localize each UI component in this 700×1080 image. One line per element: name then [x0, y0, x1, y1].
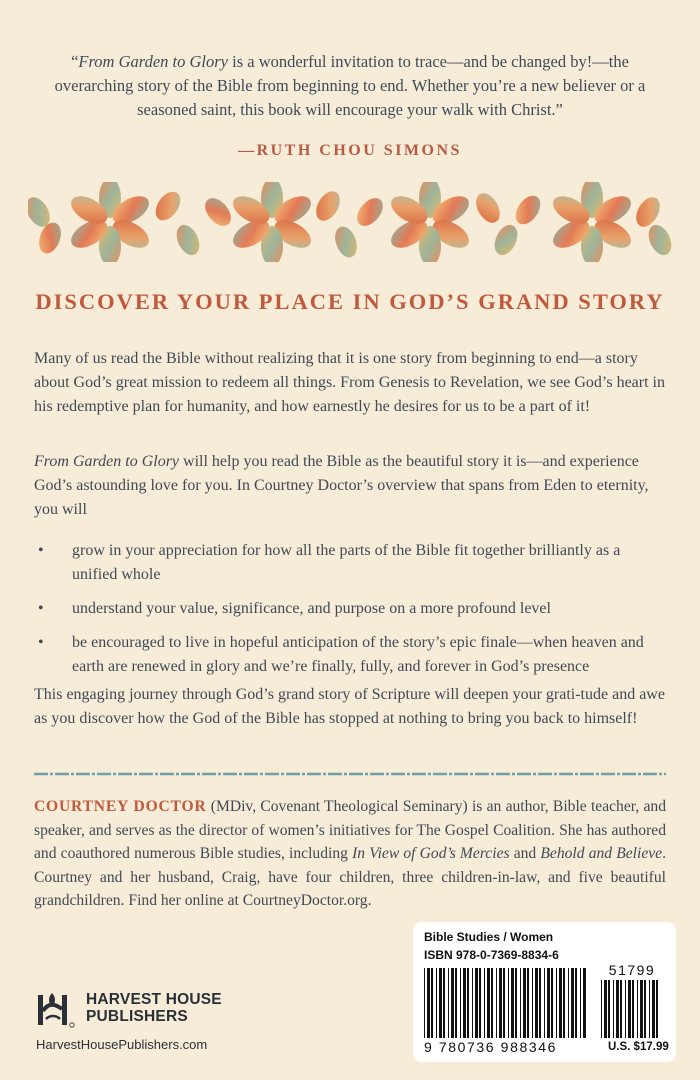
barcode-bar [520, 968, 521, 1038]
barcode-bar [571, 968, 574, 1038]
leaf-shape [172, 221, 204, 258]
endorsement-attribution: —RUTH CHOU SIMONS [238, 142, 462, 159]
book-category: Bible Studies / Women [424, 930, 554, 944]
isbn: ISBN 978-0-7369-8834-6 [424, 948, 559, 962]
barcode-bar [656, 980, 658, 1038]
list-item: • be encouraged to live in hopeful anticipation of the story’s epic finale—when heaven and earth are renewed in glory and we’re finally, fully, and forever in God’s presence [34, 631, 666, 679]
bio-text: and [509, 845, 541, 862]
isbn-barcode [424, 968, 589, 1038]
barcode-bar [479, 968, 481, 1038]
barcode-bar [475, 968, 478, 1038]
barcode-bar [563, 968, 565, 1038]
barcode-bar [436, 968, 437, 1038]
description-paragraph-2 [34, 450, 666, 522]
leaf-shape [471, 189, 504, 227]
leaf-shape [151, 187, 186, 225]
bio-book-title: In View of God’s Mercies [352, 845, 510, 862]
barcode-bar [487, 968, 490, 1038]
barcode-bar [527, 968, 529, 1038]
publisher-url: HarvestHousePublishers.com [36, 1037, 208, 1052]
headline: DISCOVER YOUR PLACE IN GOD’S GRAND STORY [35, 289, 665, 314]
barcode-bar [508, 968, 509, 1038]
publisher-name-line-1: HARVEST HOUSE [86, 991, 222, 1008]
barcode-bar [604, 980, 607, 1038]
barcode-bar [544, 968, 545, 1038]
barcode-bar [601, 980, 602, 1038]
barcode-bar [652, 980, 655, 1038]
floral-divider-illustration [28, 182, 672, 262]
barcode-bar [535, 968, 538, 1038]
barcode-bar [628, 980, 631, 1038]
barcode-bar [539, 968, 541, 1038]
barcode-bar [640, 980, 643, 1038]
barcode-bar [496, 968, 497, 1038]
barcode-bar [499, 968, 502, 1038]
open-quote: “ [71, 52, 79, 71]
publisher-name [86, 991, 222, 1025]
bio-text: (MDiv, Covenant Theological Seminary) is an author, Bible teacher, and speaker, and serves as the director of women’s initiatives for The Gospel Coalition. She has authored and coauthored numerous Bible studies, including [34, 798, 666, 862]
list-item: • understand your value, significance, and purpose on a more profound level [34, 597, 666, 621]
leaf-shape [352, 193, 388, 230]
barcode-bar [491, 968, 493, 1038]
barcode-bar [556, 968, 557, 1038]
barcode-bar [515, 968, 517, 1038]
description-paragraph-3: This engaging journey through God’s grand story of Scripture will deepen your grati-tude and awe as you discover how the God of the Bible has stopped at nothing to bring you back to himself! [34, 686, 665, 727]
barcode-bar [472, 968, 473, 1038]
description-paragraph-1: Many of us read the Bible without realizing that it is one story from beginning to end—a story about God’s great mission to redeem all things. From Genesis to Revelation, we see God’s heart in his redemptive plan for humanity, and how earnestly he desires for us to be a part of it! [34, 350, 665, 415]
author-name: COURTNEY DOCTOR [34, 798, 207, 815]
quote-text: is a wonderful invitation to trace—and be changed by!—the overarching story of the Bible from beginning to end. Whether you’re a new believer or a seasoned saint, this book will encourage your walk with Christ.” [54, 52, 646, 119]
barcode-bar [467, 968, 469, 1038]
price-code: 51799 [608, 962, 656, 978]
barcode-bar [547, 968, 550, 1038]
barcode-bar [431, 968, 433, 1038]
barcode-bar [613, 980, 614, 1038]
barcode-bar [455, 968, 457, 1038]
barcode-bar [568, 968, 569, 1038]
barcode-bar [463, 968, 466, 1038]
list-item: • grow in your appreciation for how all the parts of the Bible fit together brilliantly as a unified whole [34, 539, 666, 587]
barcode-bar [523, 968, 526, 1038]
barcode-panel [413, 922, 676, 1062]
barcode-bar [443, 968, 445, 1038]
barcode-bar [583, 968, 586, 1038]
price: U.S. $17.99 [608, 1041, 669, 1053]
quote-book-title: From Garden to Glory [78, 52, 228, 71]
benefit-list [34, 539, 666, 689]
barcode-bar [625, 980, 626, 1038]
barcode-bar [451, 968, 454, 1038]
leaf-shape [311, 187, 344, 225]
barcode-bar [460, 968, 461, 1038]
author-bio [34, 795, 666, 913]
barcode-bar [511, 968, 514, 1038]
paragraph-2-text: will help you read the Bible as the beautiful story it is—and experience God’s astounding love for you. In Courtney Doctor’s overview that spans from Eden to eternity, you will [34, 453, 649, 518]
leaf-shape [644, 221, 672, 258]
barcode-bar [439, 968, 442, 1038]
barcode-bar [575, 968, 577, 1038]
barcode-bar [503, 968, 505, 1038]
leaf-shape [631, 193, 664, 231]
harvest-house-logo-icon [36, 989, 76, 1029]
barcode-bar [424, 968, 425, 1038]
endorsement-quote [40, 50, 660, 122]
barcode-bar [620, 980, 622, 1038]
bio-book-title: Behold and Believe [540, 845, 663, 862]
barcode-bar [644, 980, 646, 1038]
leaf-shape [200, 193, 236, 230]
publisher-name-line-2: PUBLISHERS [86, 1008, 188, 1025]
leaf-shape [490, 221, 522, 258]
barcode-bar [484, 968, 485, 1038]
barcode-bar [632, 980, 634, 1038]
barcode-bar [616, 980, 619, 1038]
barcode-bar [580, 968, 581, 1038]
leaf-shape [511, 191, 546, 229]
bio-text: . Courtney and her husband, Craig, have four children, three children-in-law, and five beautiful grandchildren. Find her online at CourtneyDoctor.org. [34, 845, 667, 909]
price-barcode [601, 980, 663, 1038]
barcode-bar [559, 968, 562, 1038]
section-divider [34, 772, 666, 776]
barcode-bar [649, 980, 650, 1038]
barcode-number: 9 780736 988346 [424, 1039, 557, 1055]
barcode-bar [637, 980, 638, 1038]
barcode-bar [608, 980, 610, 1038]
leaf-shape [331, 224, 361, 261]
barcode-bar [448, 968, 449, 1038]
barcode-bar [532, 968, 533, 1038]
publisher-logo [36, 985, 246, 1055]
barcode-bar [551, 968, 553, 1038]
barcode-bar [427, 968, 430, 1038]
book-title: From Garden to Glory [34, 453, 180, 470]
